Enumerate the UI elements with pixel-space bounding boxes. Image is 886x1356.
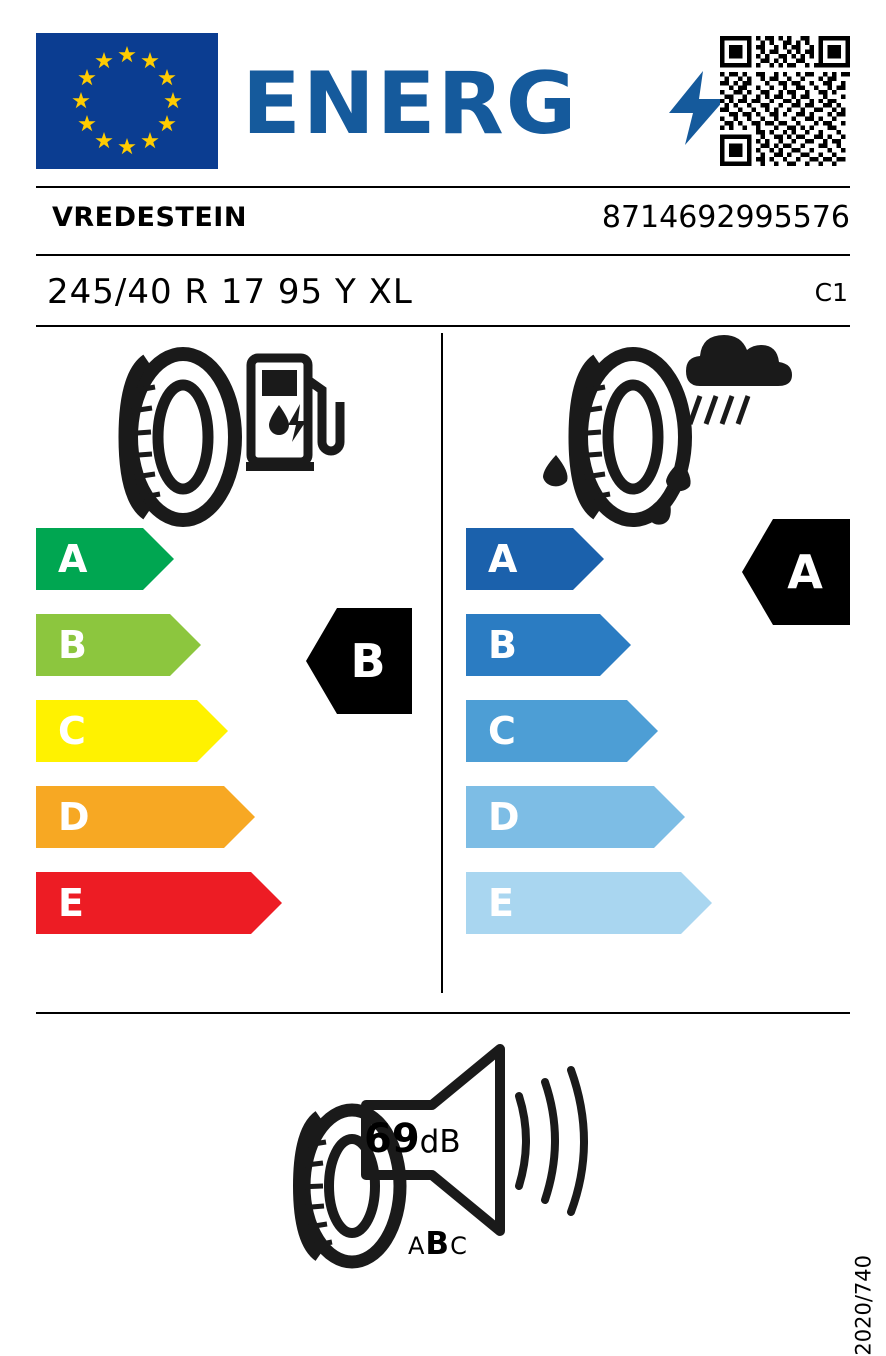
noise-db-unit: dB: [419, 1124, 461, 1160]
grade-letter: D: [58, 795, 90, 839]
grade-row: [36, 700, 282, 762]
brand-name: VREDESTEIN: [52, 202, 247, 233]
grade-row: [36, 528, 282, 590]
noise-class-scale: [408, 1226, 468, 1262]
divider-line-brand: [36, 254, 850, 256]
grade-letter: A: [58, 537, 88, 581]
ean-code: 8714692995576: [601, 200, 850, 235]
grade-letter: E: [58, 881, 84, 925]
noise-class-a: A: [408, 1232, 426, 1260]
fuel-efficiency-scale: [36, 528, 282, 958]
grip-result-letter: A: [787, 545, 823, 599]
noise-class-c: C: [450, 1232, 468, 1260]
grade-letter: C: [488, 709, 516, 753]
grade-letter: B: [488, 623, 517, 667]
grade-letter: B: [58, 623, 87, 667]
qr-code-icon: [720, 36, 850, 166]
regulation-reference: 2020/740: [852, 1255, 876, 1356]
center-divider: [441, 333, 443, 993]
noise-section: [280, 1040, 610, 1270]
divider-line-size: [36, 325, 850, 327]
wet-grip-scale: [466, 528, 712, 958]
fuel-efficiency-result-badge: [306, 608, 412, 714]
grade-row: [466, 614, 712, 676]
noise-db-number: 69: [364, 1116, 420, 1162]
tyre-size: 245/40 R 17 95 Y XL: [47, 272, 413, 312]
label-header: [36, 33, 850, 169]
noise-class-b: B: [425, 1226, 451, 1262]
eu-flag-icon: [36, 33, 218, 169]
grade-letter: E: [488, 881, 514, 925]
grade-row: [36, 786, 282, 848]
fuel-result-letter: B: [350, 634, 386, 688]
grade-letter: D: [488, 795, 520, 839]
grade-letter: A: [488, 537, 518, 581]
grade-row: [466, 700, 712, 762]
grade-row: [36, 614, 282, 676]
tyre-class-code: C1: [814, 278, 848, 307]
grade-row: [466, 872, 712, 934]
rain-cloud-tyre-icon: [543, 335, 792, 525]
divider-line-noise: [36, 1012, 850, 1014]
grade-row: [466, 528, 712, 590]
grade-row: [466, 786, 712, 848]
grade-letter: C: [58, 709, 86, 753]
noise-value: [364, 1116, 461, 1162]
grade-row: [36, 872, 282, 934]
page-title: ENERG: [242, 54, 579, 154]
wet-grip-result-badge: [742, 519, 850, 625]
lightning-bolt-icon: [667, 71, 727, 145]
divider-line-top: [36, 186, 850, 188]
fuel-pump-tyre-icon: [124, 354, 340, 520]
